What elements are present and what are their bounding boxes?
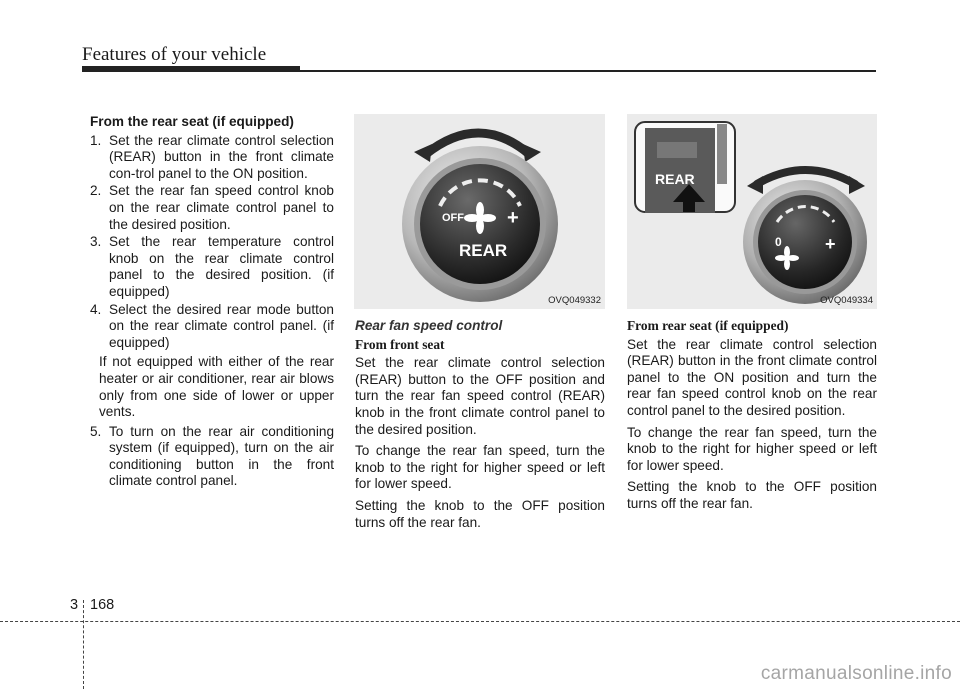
subheading: From rear seat (if equipped)	[627, 318, 789, 333]
paragraph: Set the rear climate control selection (REAR) button to the OFF position and turn the rear fan speed control (REAR) knob in the front climate control panel to the desired position.	[355, 355, 605, 437]
page-header-title: Features of your vehicle	[82, 44, 267, 65]
step-number: 5.	[90, 423, 102, 439]
rear-knob-label: REAR	[459, 241, 508, 260]
column-rear-seat	[627, 318, 877, 518]
step-item	[90, 183, 334, 233]
column-rear-seat-steps	[90, 114, 334, 491]
chapter-number: 3	[70, 597, 79, 613]
footer-divider	[83, 600, 84, 689]
front-knob-illustration	[354, 114, 605, 309]
step-item	[90, 133, 334, 183]
step-text: Select the desired rear mode button on the rear climate control panel. (if equipped)	[109, 301, 334, 350]
step-note: If not equipped with either of the rear heater or air conditioner, rear air blows only from one side of lower or upper vents.	[99, 354, 334, 420]
step-text: To turn on the rear air conditioning system (if equipped), turn on the air conditioning button in the front climate control panel.	[109, 423, 334, 489]
step-number: 2.	[90, 183, 102, 199]
step-text: Set the rear fan speed control knob on the rear climate control panel to the desired position.	[109, 183, 334, 232]
plus-label: +	[507, 207, 519, 229]
figure-code: OVQ049332	[548, 295, 601, 306]
step-text: Set the rear climate control selection (REAR) button in the front climate con-trol panel to the ON position.	[109, 132, 334, 181]
step-number: 1.	[90, 132, 102, 148]
paragraph: Setting the knob to the OFF position turns off the rear fan.	[355, 497, 605, 530]
step-text: Set the rear temperature control knob on the rear climate control panel to the desired position. (if equipped)	[109, 234, 334, 299]
section-heading: From the rear seat (if equipped)	[90, 114, 294, 129]
paragraph: To change the rear fan speed, turn the knob to the right for higher speed or left for lower speed.	[355, 443, 605, 492]
subheading: From front seat	[355, 336, 445, 352]
step-item	[90, 424, 334, 490]
paragraph: Setting the knob to the OFF position turns off the rear fan.	[627, 479, 877, 511]
figure-rear-panel	[627, 114, 877, 309]
column-front-seat	[355, 318, 605, 536]
watermark: carmanualsonline.info	[760, 663, 952, 684]
header-rule	[82, 70, 876, 72]
section-title: Rear fan speed control	[355, 318, 503, 333]
zero-label: 0	[775, 235, 782, 249]
figure-front-rear-knob	[354, 114, 605, 309]
step-item	[90, 302, 334, 352]
paragraph: Set the rear climate control selection (REAR) button in the front climate control panel to the ON position and turn the rear fan speed control knob on the rear control panel to the desired position.	[627, 336, 877, 418]
step-number: 4.	[90, 301, 102, 317]
rear-button-label: REAR	[655, 171, 695, 187]
paragraph: To change the rear fan speed, turn the knob to the right for higher speed or left for lower speed.	[627, 424, 877, 473]
footer-rule	[0, 621, 960, 622]
rear-panel-illustration	[627, 114, 877, 309]
plus-label: +	[825, 234, 836, 254]
step-number: 3.	[90, 234, 102, 250]
page-number: 168	[90, 597, 115, 613]
off-label: OFF	[442, 212, 464, 224]
step-item	[90, 234, 334, 300]
figure-code: OVQ049334	[820, 295, 873, 306]
